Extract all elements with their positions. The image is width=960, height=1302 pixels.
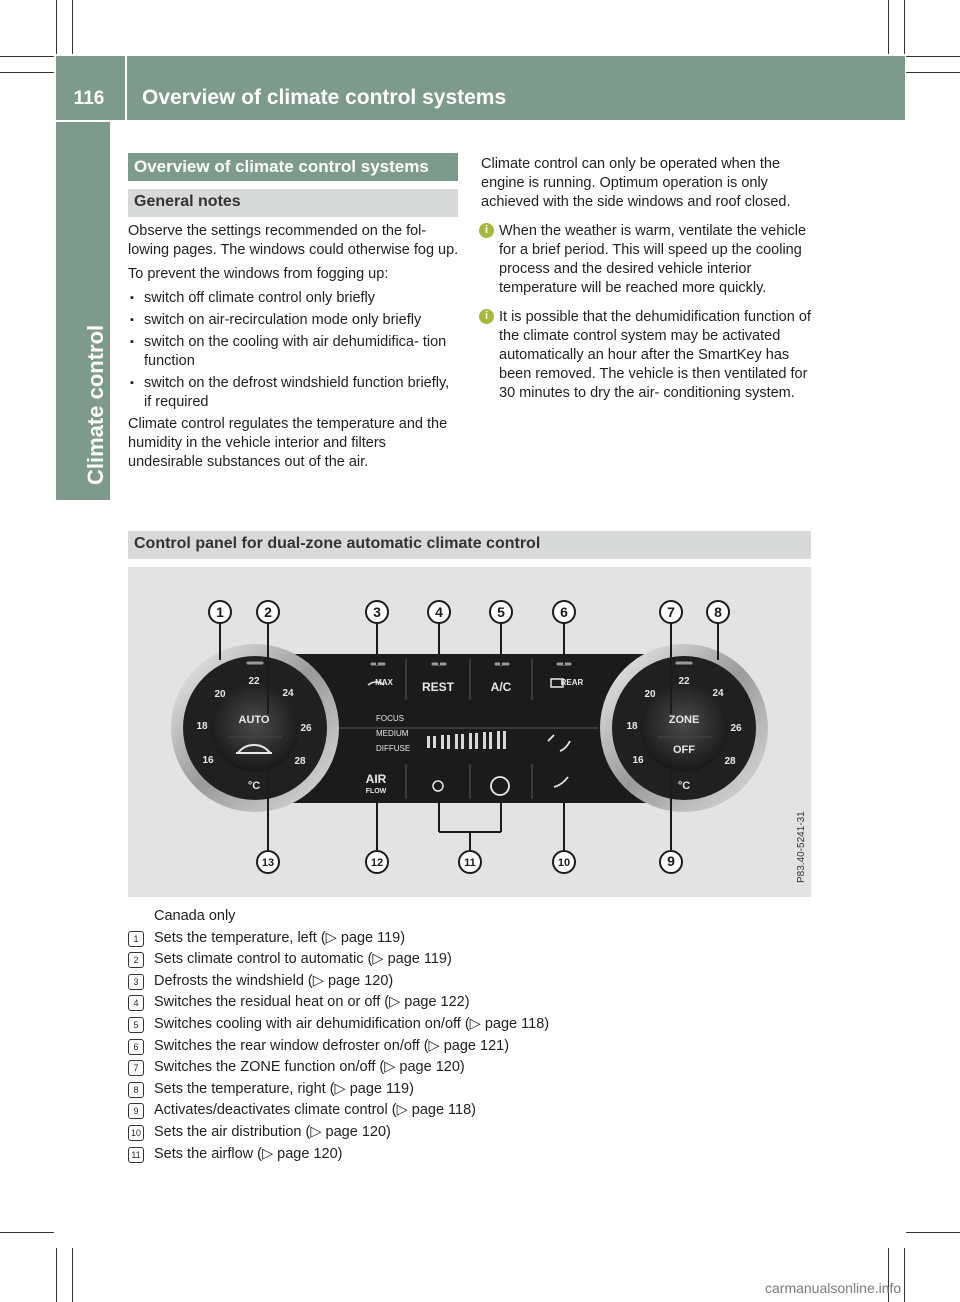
page-number: 116 [73, 88, 105, 109]
header-title: Overview of climate control systems [142, 86, 507, 109]
callout-number: 8 [714, 604, 722, 620]
list-item: ▪ switch on the cooling with air dehumidifica- tion function [130, 334, 447, 369]
callout-number: 6 [560, 604, 568, 620]
airflow-mode-label: DIFFUSE [376, 744, 411, 753]
legend-item: 2 Sets climate control to automatic (▷ page 119) [128, 949, 549, 971]
legend-item: 11 Sets the airflow (▷ page 120) [128, 1144, 549, 1166]
scale-label: 26 [300, 723, 312, 734]
bullet-icon: ▪ [130, 292, 134, 304]
scale-label: 22 [248, 676, 260, 687]
auto-button[interactable]: AUTO [238, 714, 270, 726]
section-title: Overview of climate control systems [134, 157, 429, 176]
scale-label: 22 [678, 676, 690, 687]
side-tab-label: Climate control [83, 324, 108, 485]
control-panel-title: Control panel for dual-zone automatic climate control [134, 535, 541, 552]
figure-code: P83.40-5241-31 [796, 811, 807, 883]
outro-paragraph: Climate control regulates the temperature and the humidity in the vehicle interior and filters undesirable substances out of the air. [128, 416, 448, 470]
callout-number: 11 [464, 857, 476, 869]
info-icon: i [479, 309, 494, 324]
scale-label: 28 [294, 756, 306, 767]
callout-number: 4 [435, 604, 443, 620]
legend-item: 7 Switches the ZONE function on/off (▷ page 120) [128, 1057, 549, 1079]
callout-number: 7 [667, 604, 675, 620]
list-item: ▪ switch off climate control only briefly [130, 290, 376, 306]
bullet-icon: ▪ [130, 336, 134, 348]
scale-label: 20 [644, 689, 656, 700]
legend-item: 6 Switches the rear window defroster on/off (▷ page 121) [128, 1036, 549, 1058]
scale-label: 24 [282, 688, 294, 699]
legend-item: 4 Switches the residual heat on or off (▷ page 122) [128, 992, 549, 1014]
scale-label: 26 [730, 723, 742, 734]
zone-button[interactable]: ZONE [668, 714, 700, 726]
prevent-paragraph: To prevent the windows from fogging up: [128, 266, 389, 282]
scale-label: 16 [632, 755, 644, 766]
scale-label: 16 [202, 755, 214, 766]
callout-number: 5 [497, 604, 505, 620]
air-flow-button[interactable]: AIR [365, 772, 387, 786]
scale-label: 28 [724, 756, 736, 767]
callout-number: 2 [264, 604, 272, 620]
scale-label: 18 [626, 721, 638, 732]
control-panel-illustration [128, 567, 811, 897]
list-item: ▪ switch on the defrost windshield function briefly, if required [130, 375, 450, 410]
bullet-icon: ▪ [130, 314, 134, 326]
list-item: ▪ switch on air-recirculation mode only briefly [130, 312, 422, 328]
right-column [481, 155, 813, 413]
unit-label: °C [677, 780, 691, 792]
max-defrost-button[interactable]: MAX [375, 678, 393, 687]
ac-button[interactable]: A/C [490, 680, 512, 694]
callout-number: 13 [261, 857, 275, 869]
legend-item: 8 Sets the temperature, right (▷ page 119) [128, 1079, 549, 1101]
info-note: i It is possible that the dehumidification function of the climate control system may be activated automatically an hour after the SmartKey has been removed. The vehicle is then ventilated for 30 minutes to dry the air- conditioning system. [481, 308, 813, 403]
rear-defrost-button[interactable]: REAR [560, 678, 584, 687]
callout-number: 12 [370, 857, 384, 869]
legend-item: 3 Defrosts the windshield (▷ page 120) [128, 971, 549, 993]
control-panel-figure [128, 567, 811, 897]
info-icon: i [479, 223, 494, 238]
callout-number: 3 [373, 604, 381, 620]
airflow-mode-label: MEDIUM [376, 729, 409, 738]
scale-label: 24 [712, 688, 724, 699]
legend-item: 1 Sets the temperature, left (▷ page 119) [128, 928, 549, 950]
left-column [128, 222, 460, 477]
legend-note: Canada only [154, 908, 236, 924]
legend-item: 5 Switches cooling with air dehumidification on/off (▷ page 118) [128, 1014, 549, 1036]
air-flow-sub: FLOW [365, 788, 387, 795]
unit-label: °C [247, 780, 261, 792]
watermark: carmanualsonline.info [765, 1280, 902, 1296]
header-separator [125, 56, 127, 120]
legend [128, 906, 549, 1165]
legend-item: 10 Sets the air distribution (▷ page 120) [128, 1122, 549, 1144]
off-button[interactable]: OFF [673, 744, 695, 756]
rest-button[interactable]: REST [421, 680, 455, 694]
operation-paragraph: Climate control can only be operated when the engine is running. Optimum operation is only achieved with the side windows and roof closed. [481, 156, 791, 210]
legend-item: 9 Activates/deactivates climate control (▷ page 118) [128, 1100, 549, 1122]
intro-paragraph: Observe the settings recommended on the fol- lowing pages. The windows could otherwise fog up. [128, 223, 459, 258]
callout-number: 9 [667, 853, 675, 869]
bullet-icon: ▪ [130, 377, 134, 389]
callout-number: 10 [557, 857, 571, 869]
airflow-mode-label: FOCUS [376, 714, 404, 723]
subsection-title: General notes [134, 193, 241, 210]
callout-number: 1 [216, 604, 224, 620]
info-note: i When the weather is warm, ventilate the vehicle for a brief period. This will speed up the cooling process and the desired vehicle interior temperature will be reached more quickly. [481, 222, 813, 298]
scale-label: 18 [196, 721, 208, 732]
scale-label: 20 [214, 689, 226, 700]
